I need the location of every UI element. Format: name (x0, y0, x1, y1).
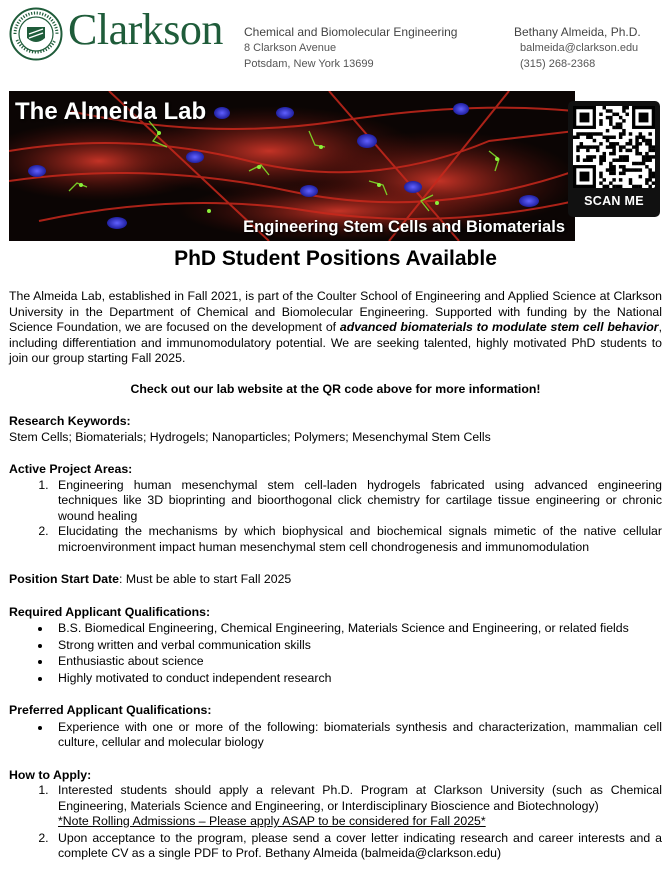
intro-text-2: , including differentiation and immunomodulatory potential. We are seeking talented, highly motivated PhD students to join our group starting Fall 2025. (9, 320, 663, 365)
required-title: Required Applicant Qualifications: (9, 604, 211, 619)
list-item: 2. Elucidating the mechanisms by which biophysical and biochemical signals mimetic of the native cellular microenvironment impact human mesenchymal stem cell chondrogenesis and immunomodulation (52, 524, 662, 555)
department-address (244, 24, 457, 72)
department-name: Chemical and Biomolecular Engineering (244, 25, 458, 39)
letterhead (0, 0, 671, 90)
page-title: PhD Student Positions Available (174, 247, 497, 270)
start-date-label: Position Start Date (9, 572, 120, 586)
list-item: 2. Upon acceptance to the program, please send a cover letter indicating research and career interests and a complete CV as a single PDF to Prof. Bethany Almeida (balmeida@clarkson.edu) (52, 831, 662, 862)
list-item: • Enthusiastic about science (52, 654, 662, 670)
rolling-admissions-note: *Note Rolling Admissions – Please apply ASAP to be considered for Fall 2025* (58, 814, 486, 828)
contact-block (514, 24, 641, 72)
contact-phone: (315) 268-2368 (520, 58, 596, 70)
preferred-list (9, 720, 662, 751)
intro-emphasis: advanced biomaterials to modulate stem cell behavior (339, 320, 659, 334)
clarkson-wordmark: Clarkson (68, 5, 223, 54)
lab-banner-image (9, 91, 575, 241)
flyer-body (9, 289, 662, 862)
keywords-text: Stem Cells; Biomaterials; Hydrogels; Nanoparticles; Polymers; Mesenchymal Stem Cells (9, 429, 491, 444)
list-item: • Experience with one or more of the following: biomaterials synthesis and characterization, mammalian cell culture, cellular and molecular biology (52, 720, 662, 751)
apply-list (9, 783, 662, 862)
start-date-section (9, 572, 662, 588)
required-section (9, 605, 662, 687)
list-item: • Strong written and verbal communication skills (52, 638, 662, 654)
list-item: 1. Engineering human mesenchymal stem cell-laden hydrogels fabricated using advanced engineering techniques like 3D bioprinting and bioorthogonal click chemistry for cartilage tissue engineering or chronic wound healing (52, 478, 662, 525)
address-line-2: Potsdam, New York 13699 (244, 58, 374, 70)
start-date-text: : Must be able to start Fall 2025 (119, 572, 292, 586)
qr-code-pattern (573, 106, 655, 188)
qr-code[interactable] (573, 106, 655, 188)
apply-section (9, 768, 662, 862)
contact-name: Bethany Almeida, Ph.D. (514, 25, 641, 39)
website-note: Check out our lab website at the QR code above for more information! (130, 381, 541, 396)
preferred-title: Preferred Applicant Qualifications: (9, 703, 212, 717)
required-list (9, 621, 662, 686)
projects-list (9, 478, 662, 556)
keywords-title: Research Keywords: (9, 414, 131, 428)
preferred-section (9, 703, 662, 751)
banner-title: The Almeida Lab (15, 98, 207, 125)
projects-title: Active Project Areas: (9, 462, 133, 476)
apply-title: How to Apply: (9, 767, 92, 782)
projects-section (9, 462, 662, 555)
keywords-section (9, 414, 662, 445)
intro-text-1: The Almeida Lab, established in Fall 2021, is part of the Coulter School of Engineering and Applied Science at Clarkson University in the Department of Chemical and Biomolecular Engineering. Supported with funding by the National Science Foundation, we are focused on the development of (9, 289, 662, 334)
intro-paragraph (9, 289, 662, 367)
contact-email: balmeida@clarkson.edu (520, 42, 639, 54)
clarkson-seal-logo (9, 7, 63, 61)
banner-subtitle: Engineering Stem Cells and Biomaterials (243, 218, 565, 236)
list-item: • B.S. Biomedical Engineering, Chemical Engineering, Materials Science and Engineering, or related fields (52, 621, 662, 637)
apply-step-1: Interested students should apply a relevant Ph.D. Program at Clarkson University (such as Chemical Engineering, Materials Science and Engineering, or Interdisciplinary Bioscience and Biotechnology) (58, 783, 662, 813)
qr-code-badge[interactable] (568, 101, 660, 217)
list-item (52, 783, 662, 830)
qr-label: SCAN ME (584, 194, 644, 208)
address-line-1: 8 Clarkson Avenue (244, 42, 337, 54)
list-item: • Highly motivated to conduct independent research (52, 671, 662, 687)
